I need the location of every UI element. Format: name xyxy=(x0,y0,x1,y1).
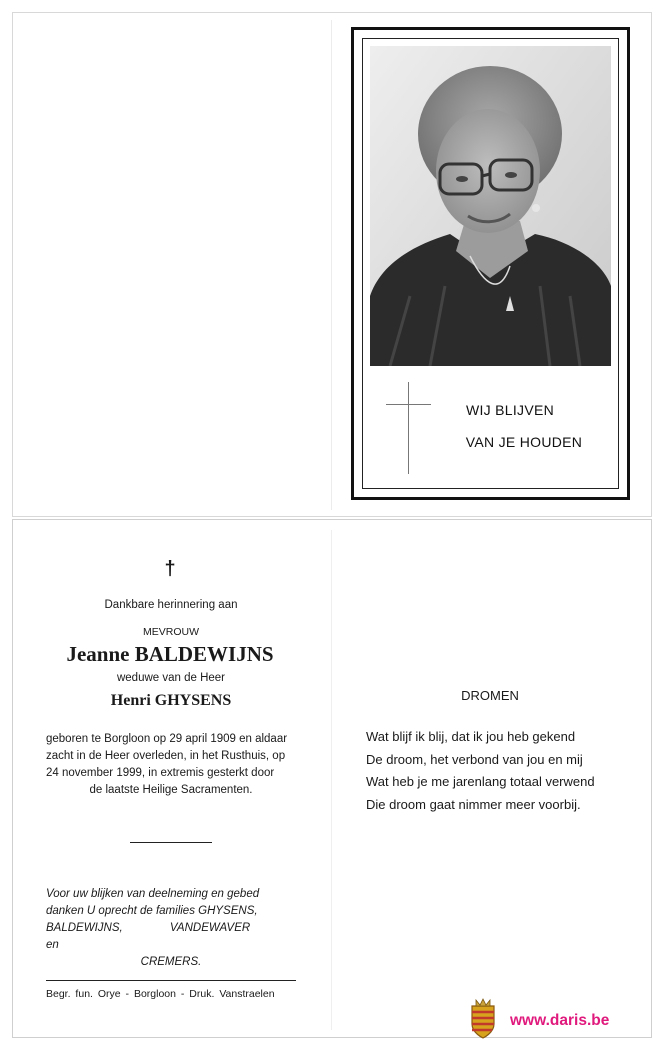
deceased-name: Jeanne BALDEWIJNS xyxy=(66,642,274,666)
bio-line: 24 november 1999, in extremis gesterkt door xyxy=(46,767,275,779)
thanks-line: CREMERS. xyxy=(140,956,202,968)
bio-line: zacht in de Heer overleden, in het Rusthuis, op xyxy=(46,750,286,762)
fold-line-front xyxy=(331,20,332,510)
bio-line: geboren te Borgloon op 29 april 1909 en aldaar xyxy=(46,733,288,745)
memorial-cross-horizontal xyxy=(386,404,431,405)
bio-line: de laatste Heilige Sacramenten. xyxy=(89,784,253,796)
motto-line-2: VAN JE HOUDEN xyxy=(465,434,583,450)
watermark-site[interactable]: www.daris.be xyxy=(510,1012,610,1029)
thanks-line: Voor uw blijken van deelneming en gebed xyxy=(46,888,260,900)
poem-title: DROMEN xyxy=(461,688,519,703)
portrait-photo xyxy=(370,46,611,366)
biography xyxy=(46,731,296,799)
motto-line-1: WIJ BLIJVEN xyxy=(465,402,555,418)
poem-line: Wat heb je me jarenlang totaal verwend xyxy=(366,774,595,789)
poem-line: Wat blijf ik blij, dat ik jou heb gekend xyxy=(366,729,576,744)
thanks-line xyxy=(46,920,296,954)
intro-text: Dankbare herinnering aan xyxy=(104,599,238,611)
cross-icon: † xyxy=(164,558,176,580)
relation-text: weduwe van de Heer xyxy=(116,672,226,684)
divider xyxy=(46,980,296,981)
thanks-line: danken U oprecht de families GHYSENS, xyxy=(46,905,258,917)
portrait-illustration xyxy=(370,46,611,366)
divider xyxy=(130,842,212,843)
fold-line-inside xyxy=(331,530,332,1030)
spouse-name: Henri GHYSENS xyxy=(110,692,232,709)
poem-line: Die droom gaat nimmer meer voorbij. xyxy=(366,796,581,812)
poem-line: De droom, het verbond van jou en mij xyxy=(366,751,583,767)
printer-credit: Begr. fun. Orye - Borgloon - Druk. Vanstraelen xyxy=(46,988,275,1000)
thanks-message xyxy=(46,886,296,971)
memorial-cross-vertical xyxy=(408,382,409,474)
coat-of-arms-icon xyxy=(468,998,498,1042)
poem xyxy=(366,726,595,816)
honorific: MEVROUW xyxy=(143,626,199,638)
thanks-line-text: BALDEWIJNS, VANDEWAVER en xyxy=(46,922,251,951)
